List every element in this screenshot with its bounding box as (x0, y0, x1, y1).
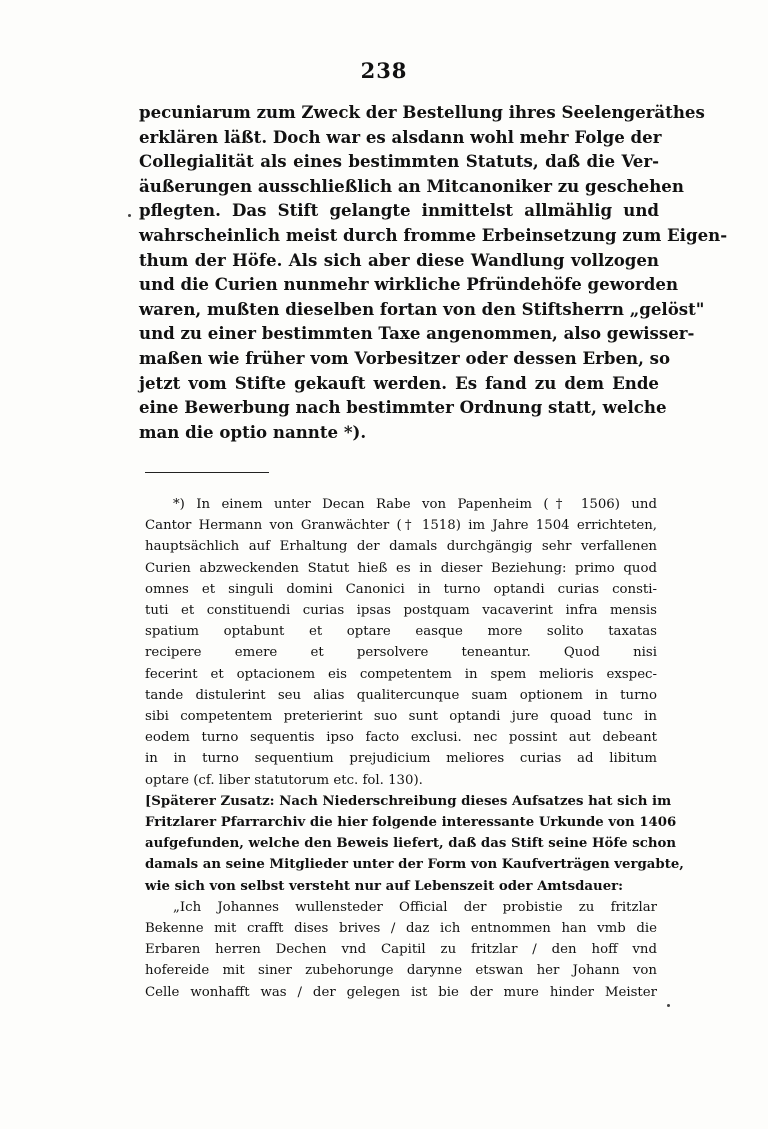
body-line: erklären läßt. Doch war es alsdann wohl mehr Folge der (139, 126, 662, 147)
footnote-line: Celle wonhafft was / der gelegen ist bie der mure hinder Meister (145, 984, 657, 1000)
footnote-line: omnes et singuli domini Canonici in turno optandi curias consti- (145, 581, 657, 597)
footnote-line: recipere emere et persolvere teneantur. Quod nisi (145, 645, 657, 661)
footnote-line: wie sich von selbst versteht nur auf Lebenszeit oder Amtsdauer: (145, 878, 624, 894)
footnote-line: eodem turno sequentis ipso facto exclusi. nec possint aut debeant (145, 730, 657, 746)
footnote-line: Erbaren herren Dechen vnd Capitil zu fritzlar / den hoff vnd (145, 942, 657, 958)
body-line: waren, mußten dieselben fortan von den Stiftsherrn „gelöst" (139, 298, 705, 319)
body-line: und die Curien nunmehr wirkliche Pfründehöfe geworden (139, 274, 679, 295)
body-line: eine Bewerbung nach bestimmter Ordnung statt, welche (139, 397, 667, 418)
footnote-line: hofereide mit siner zubehorunge darynne etswan her Johann von (145, 963, 657, 979)
footnote-line: [Späterer Zusatz: Nach Niederschreibung dieses Aufsatzes hat sich im (145, 793, 672, 809)
footnote-line: optare (cf. liber statutorum etc. fol. 130). (145, 772, 423, 788)
body-line: man die optio nannte *). (139, 421, 367, 442)
footnote-text (145, 494, 684, 1003)
body-line: jetzt vom Stifte gekauft werden. Es fand zu dem Ende (139, 372, 659, 393)
body-line: und zu einer bestimmten Taxe angenommen, also gewisser- (139, 323, 695, 344)
body-line: Collegialität als eines bestimmten Statuts, daß die Ver- (139, 151, 659, 172)
footnote-line: fecerint et optacionem eis competentem in spem melioris exspec- (145, 666, 657, 682)
body-line: pecuniarum zum Zweck der Bestellung ihres Seelengeräthes (139, 102, 705, 122)
footnote-line: damals an seine Mitglieder unter der Form von Kaufverträgen vergabte, (145, 857, 684, 873)
footnote-line: tuti et constituendi curias ipsas postquam vacaverint infra mensis (145, 603, 657, 619)
body-line: wahrscheinlich meist durch fromme Erbeinsetzung zum Eigen- (139, 224, 728, 245)
footnote-line: hauptsächlich auf Erhaltung der damals durchgängig sehr verfallenen (145, 539, 657, 555)
footnote-line: aufgefunden, welche den Beweis liefert, daß das Stift seine Höfe schon (145, 836, 677, 852)
main-body-text (139, 100, 728, 444)
footnote-line: Fritzlarer Pfarrarchiv die hier folgende interessante Urkunde von 1406 (145, 815, 677, 831)
body-line: äußerungen ausschließlich an Mitcanoniker zu geschehen (139, 175, 684, 196)
footnote-line: in in turno sequentium prejudicium meliores curias ad libitum (145, 751, 657, 767)
margin-speck (667, 1004, 670, 1007)
footnote-line: Curien abzweckenden Statut hieß es in dieser Beziehung: primo quod (145, 560, 657, 576)
margin-speck (128, 214, 131, 217)
footnote-line: tande distulerint seu alias qualitercunque suam optionem in turno (145, 687, 657, 703)
footnote-line: spatium optabunt et optare easque more solito taxatas (145, 624, 657, 640)
footnote-separator (145, 472, 269, 473)
footnote-line: „Ich Johannes wullensteder Official der probistie zu fritzlar (173, 899, 657, 915)
body-line: pflegten. Das Stift gelangte inmittelst allmählig und (139, 200, 659, 221)
footnote-line: Bekenne mit crafft dises brives / daz ich entnommen han vmb die (145, 921, 657, 937)
body-line: maßen wie früher vom Vorbesitzer oder dessen Erben, so (139, 347, 671, 368)
body-line: thum der Höfe. Als sich aber diese Wandlung vollzogen (139, 249, 659, 270)
page-number: 238 (360, 58, 408, 83)
footnote-line: sibi competentem preterierint suo sunt optandi jure quoad tunc in (145, 709, 657, 725)
footnote-line: Cantor Hermann von Granwächter († 1518) im Jahre 1504 errichteten, (145, 518, 657, 534)
footnote-line: *) In einem unter Decan Rabe von Papenheim († 1506) und (173, 497, 657, 512)
